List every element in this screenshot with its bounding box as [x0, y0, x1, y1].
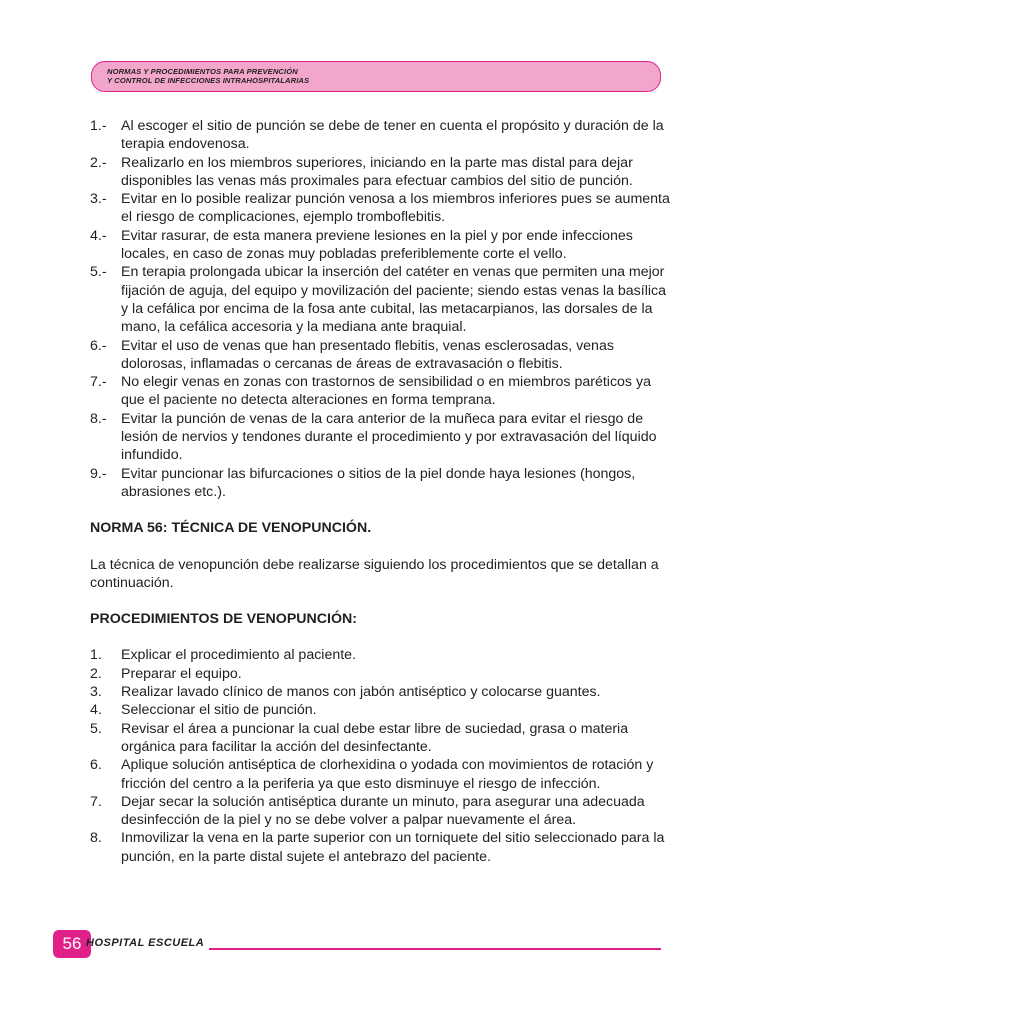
procedure-step	[90, 720, 675, 757]
recommendation-text: Realizarlo en los miembros superiores, iniciando en la parte mas distal para dejar disponibles las venas más proximales para efectuar cambios del sitio de punción.	[121, 154, 633, 189]
footer-rule	[209, 948, 661, 950]
procedure-step	[90, 756, 675, 793]
header-line-2: Y CONTROL DE INFECCIONES INTRAHOSPITALARIAS	[107, 76, 310, 85]
step-number: 4.	[90, 702, 102, 719]
step-text: Inmovilizar la vena en la parte superior con un torniquete del sitio seleccionado para la punción, en la parte distal sujete el antebrazo del paciente.	[121, 830, 665, 865]
norma-intro: La técnica de venopunción debe realizarse siguiendo los procedimientos que se detallan a continuación.	[90, 556, 659, 591]
step-number: 1.	[90, 647, 102, 664]
recommendation-number: 9.-	[90, 465, 107, 482]
recommendation-text: Evitar la punción de venas de la cara anterior de la muñeca para evitar el riesgo de lesión de nervios y tendones durante el procedimiento y por extravasación del líquido infundido.	[121, 410, 657, 464]
recommendation-text: Evitar en lo posible realizar punción venosa a los miembros inferiores pues se aumenta el riesgo de complicaciones, ejemplo tromboflebitis.	[121, 191, 670, 226]
recommendation-item	[90, 117, 675, 154]
header-line-1: NORMAS Y PROCEDIMIENTOS PARA PREVENCIÓN	[107, 67, 298, 76]
procedure-step	[90, 665, 675, 683]
recommendation-item	[90, 373, 675, 410]
step-text: Seleccionar el sitio de punción.	[121, 702, 317, 719]
procedure-step	[90, 701, 675, 719]
procedure-step	[90, 646, 675, 664]
recommendation-text: No elegir venas en zonas con trastornos de sensibilidad o en miembros paréticos ya que el paciente no detecta alteraciones en forma temprana.	[121, 374, 651, 409]
step-text: Preparar el equipo.	[121, 665, 242, 682]
procedure-list	[90, 646, 675, 866]
recommendation-number: 4.-	[90, 227, 107, 244]
step-text: Aplique solución antiséptica de clorhexidina o yodada con movimientos de rotación y fricción del centro a la periferia ya que esto disminuye el riesgo de infección.	[121, 757, 654, 792]
recommendation-number: 6.-	[90, 337, 107, 354]
step-number: 7.	[90, 793, 102, 810]
step-text: Dejar secar la solución antiséptica durante un minuto, para asegurar una adecuada desinfección de la piel y no se debe volver a palpar nuevamente el área.	[121, 793, 645, 829]
recommendation-item	[90, 410, 675, 465]
recommendation-item	[90, 227, 675, 264]
page-number-badge: 56	[53, 930, 91, 958]
recommendation-number: 7.-	[90, 374, 107, 391]
running-header	[91, 61, 661, 92]
procedure-step	[90, 683, 675, 701]
recommendation-item	[90, 263, 675, 336]
recommendation-item	[90, 190, 675, 227]
procedure-step	[90, 829, 675, 866]
recommendation-item	[90, 154, 675, 191]
recommendation-text: Evitar rasurar, de esta manera previene lesiones en la piel y por ende infecciones locales, en caso de zonas muy pobladas preferiblemente corte el vello.	[121, 227, 633, 263]
step-number: 8.	[90, 830, 102, 847]
step-number: 5.	[90, 720, 102, 737]
step-number: 6.	[90, 757, 102, 774]
recommendation-text: Al escoger el sitio de punción se debe de tener en cuenta el propósito y duración de la terapia endovenosa.	[121, 118, 664, 153]
recommendation-number: 5.-	[90, 264, 107, 281]
procedures-title: PROCEDIMIENTOS DE VENOPUNCIÓN:	[90, 611, 357, 628]
step-number: 2.	[90, 665, 102, 682]
recommendation-list	[90, 117, 675, 501]
procedure-step	[90, 793, 675, 830]
step-number: 3.	[90, 684, 102, 701]
recommendation-text: En terapia prolongada ubicar la inserción del catéter en venas que permiten una mejor fijación de aguja, del equipo y movilización del paciente; siendo estas venas la basílica y la cefálica por encima de la fosa ante cubital, las metacarpianos, las dorsales de la mano, la cefálica accesoria y la mediana ante braquial.	[121, 264, 666, 336]
recommendation-number: 3.-	[90, 191, 107, 208]
norma-title: NORMA 56: TÉCNICA DE VENOPUNCIÓN.	[90, 520, 372, 537]
recommendation-text: Evitar el uso de venas que han presentado flebitis, venas esclerosadas, venas dolorosas, inflamadas o cercanas de áreas de extravasación o flebitis.	[121, 337, 614, 372]
page-body	[90, 117, 675, 866]
recommendation-item	[90, 465, 675, 502]
recommendation-text: Evitar puncionar las bifurcaciones o sitios de la piel donde haya lesiones (hongos, abrasiones etc.).	[121, 465, 636, 500]
step-text: Realizar lavado clínico de manos con jabón antiséptico y colocarse guantes.	[121, 684, 601, 701]
recommendation-number: 2.-	[90, 154, 107, 171]
footer-label: HOSPITAL ESCUELA	[86, 937, 205, 949]
step-text: Revisar el área a puncionar la cual debe estar libre de suciedad, grasa o materia orgánica para facilitar la acción del desinfectante.	[121, 720, 629, 755]
step-text: Explicar el procedimiento al paciente.	[121, 647, 357, 664]
recommendation-number: 1.-	[90, 118, 107, 134]
recommendation-number: 8.-	[90, 410, 107, 427]
recommendation-item	[90, 337, 675, 374]
